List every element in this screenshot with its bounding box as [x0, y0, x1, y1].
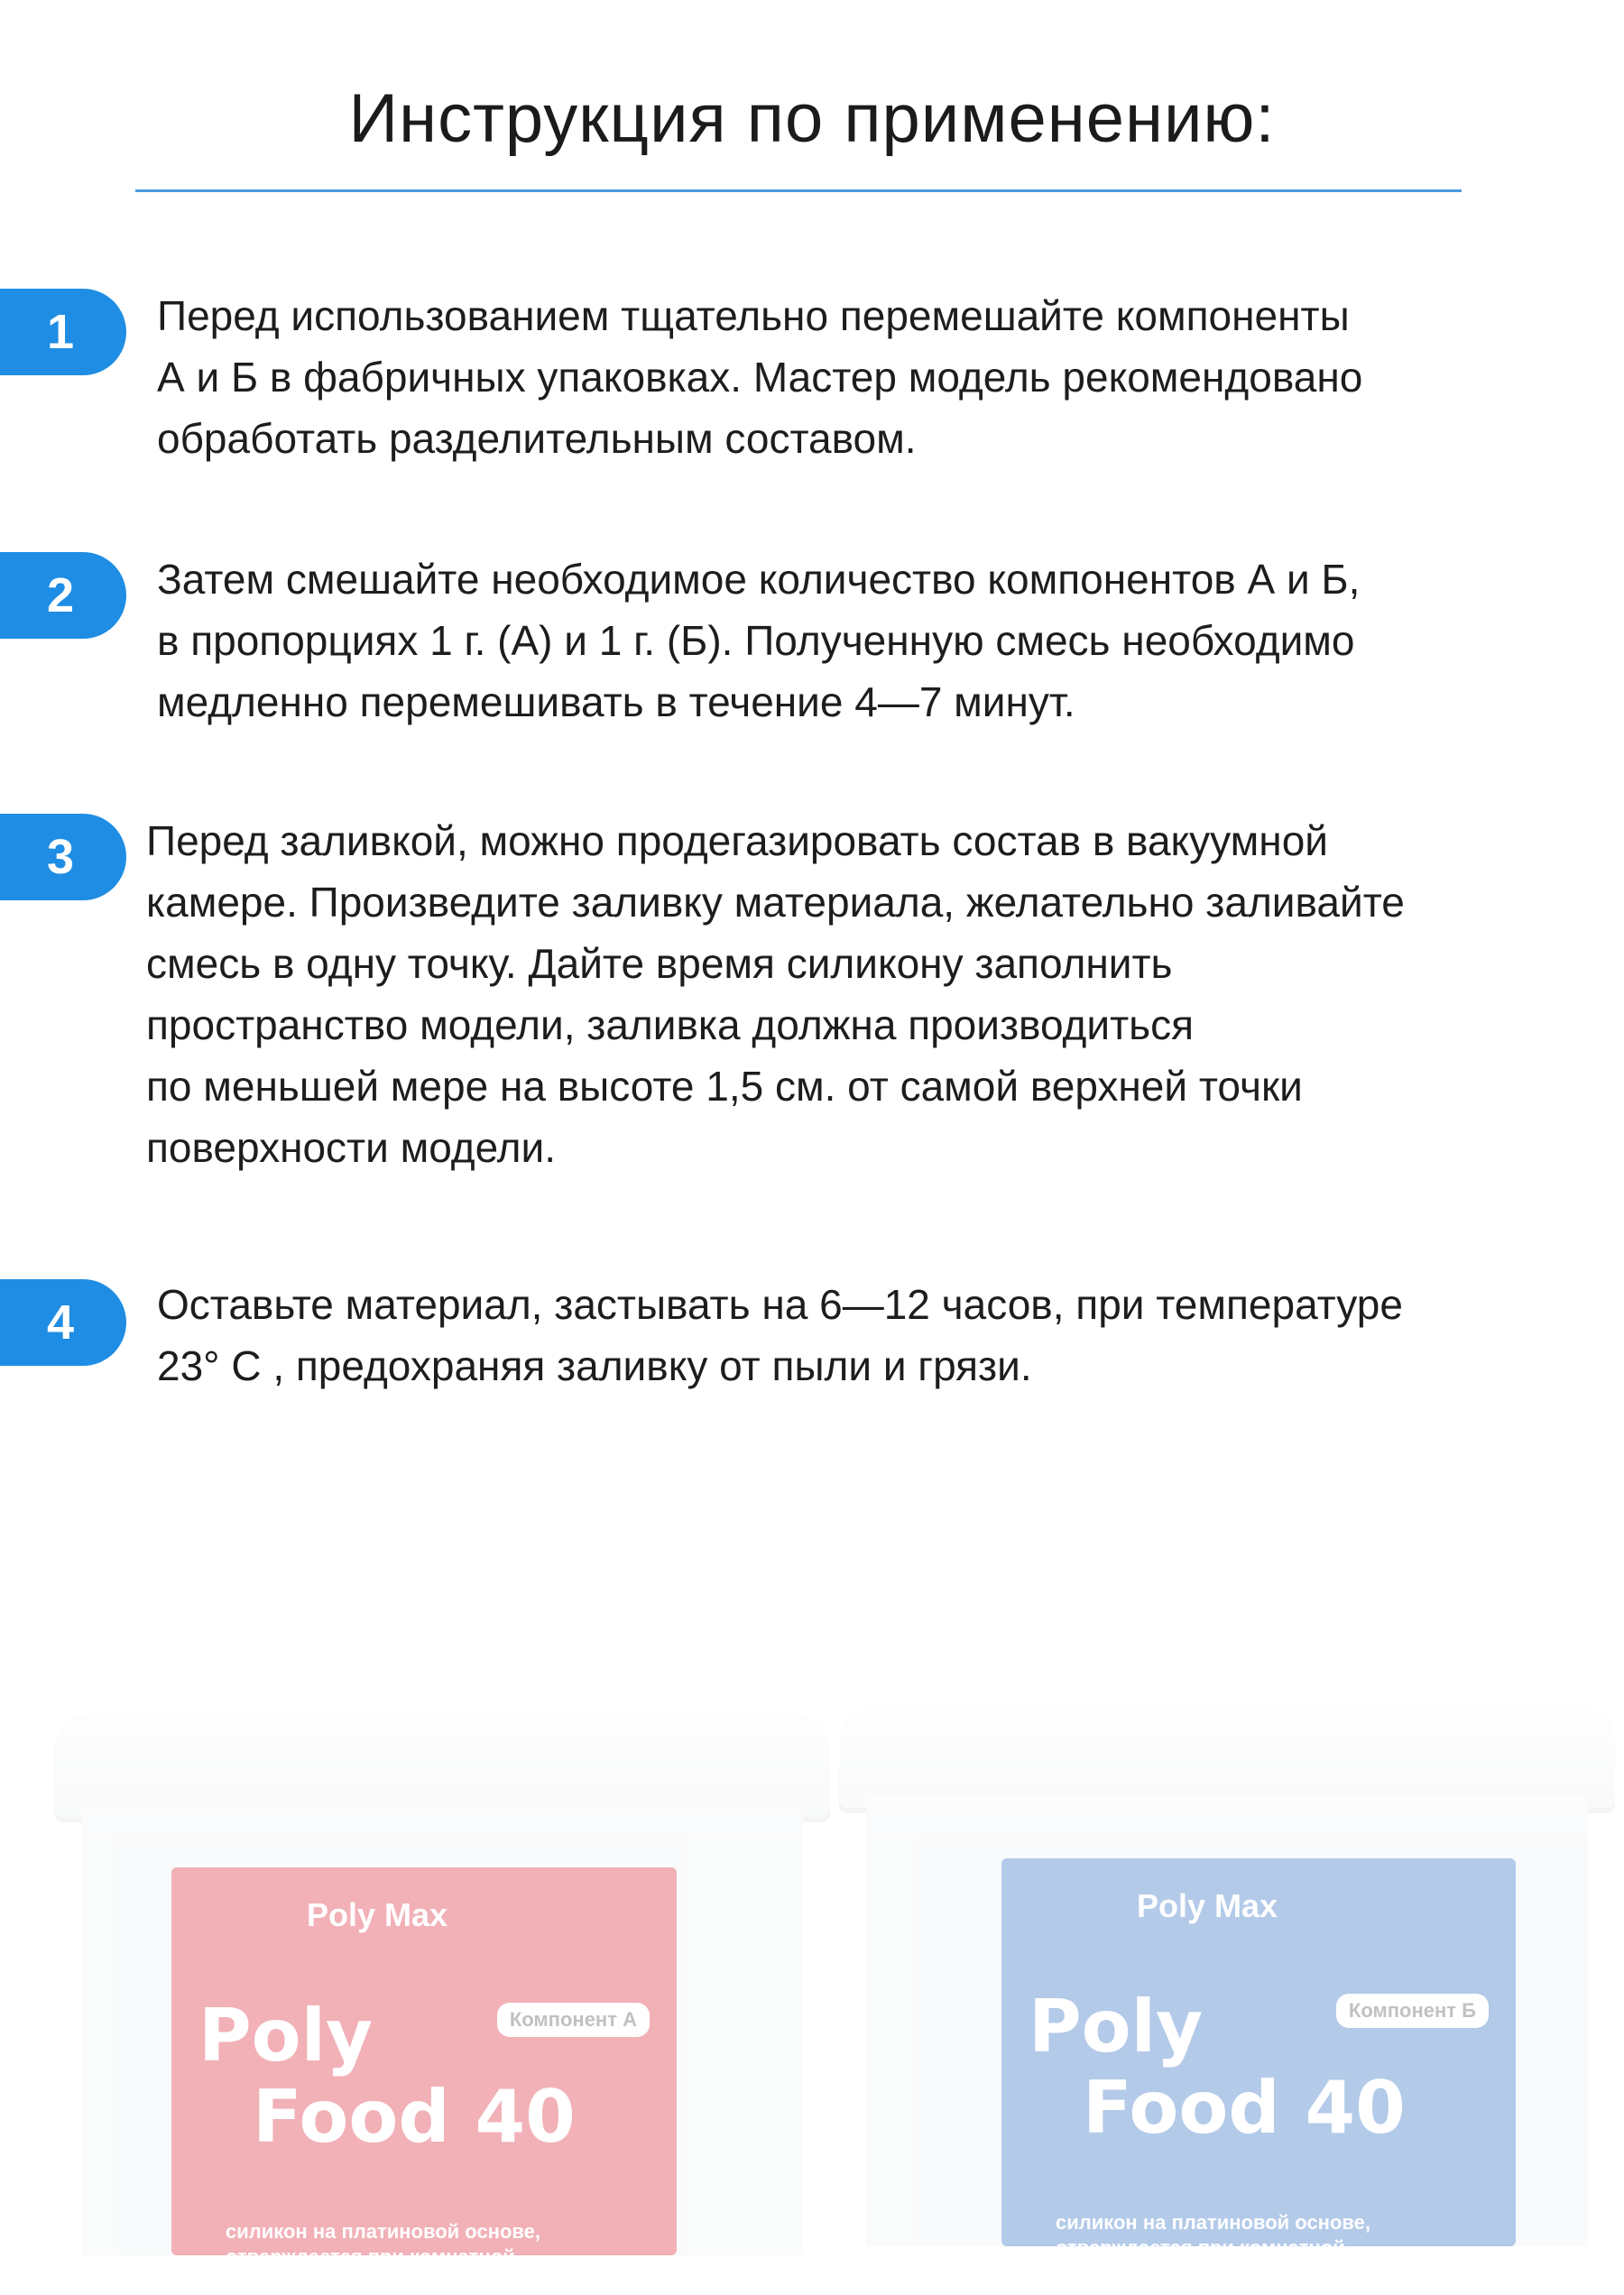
step-number-badge: 3 — [0, 814, 126, 900]
product-label-b — [1001, 1858, 1516, 2284]
step-2-text — [157, 548, 1360, 733]
step-number-badge: 4 — [0, 1279, 126, 1366]
step-1-text — [157, 285, 1362, 469]
step-number-badge: 2 — [0, 552, 126, 639]
step-line: камере. Произведите заливку материала, желательно заливайте — [146, 879, 1405, 926]
step-line: в пропорциях 1 г. (А) и 1 г. (Б). Полученную смесь необходимо — [157, 617, 1355, 664]
brand-logo: Poly Max — [1137, 1887, 1278, 1924]
step-line: Перед использованием тщательно перемешайте компоненты — [157, 292, 1350, 339]
step-line: Перед заливкой, можно продегазировать состав в вакуумной — [146, 817, 1328, 864]
step-line: по меньшей мере на высоте 1,5 см. от самой верхней точки — [146, 1063, 1303, 1110]
photo-fade-overlay — [0, 1678, 1624, 1858]
component-badge: Компонент Б — [1336, 1994, 1489, 2028]
product-description: силикон на платиновой основе, отверждается при комнатной температуре — [1056, 2211, 1370, 2284]
product-name-line2: Food 40 — [253, 2075, 576, 2159]
step-3-text — [146, 810, 1405, 1178]
product-name-line1: Poly — [198, 1994, 374, 2078]
product-name-line2: Food 40 — [1083, 2066, 1406, 2150]
product-photo — [0, 1678, 1624, 2293]
step-4-text — [157, 1274, 1403, 1396]
brand-logo: Poly Max — [307, 1896, 448, 1933]
step-line: 23° С , предохраняя заливку от пыли и грязи. — [157, 1342, 1032, 1389]
page-title: Инструкция по применению: — [348, 80, 1276, 157]
component-badge: Компонент А — [497, 2003, 650, 2037]
step-number-badge: 1 — [0, 289, 126, 375]
step-line: Затем смешайте необходимое количество компонентов А и Б, — [157, 556, 1361, 603]
step-line: Оставьте материал, застывать на 6—12 часов, при температуре — [157, 1281, 1403, 1328]
title-divider — [135, 189, 1462, 192]
step-line: А и Б в фабричных упаковках. Мастер модель рекомендовано — [157, 354, 1363, 401]
step-line: смесь в одну точку. Дайте время силикону заполнить — [146, 940, 1173, 987]
step-line: поверхности модели. — [146, 1124, 557, 1171]
step-line: обработать разделительным составом. — [157, 415, 917, 462]
product-label-a — [171, 1867, 677, 2293]
step-line: медленно перемешивать в течение 4—7 минут. — [157, 678, 1075, 725]
product-description: силикон на платиновой основе, отверждается при комнатной температуре — [226, 2220, 540, 2293]
product-name-line1: Poly — [1029, 1985, 1204, 2069]
step-line: пространство модели, заливка должна производиться — [146, 1001, 1195, 1048]
